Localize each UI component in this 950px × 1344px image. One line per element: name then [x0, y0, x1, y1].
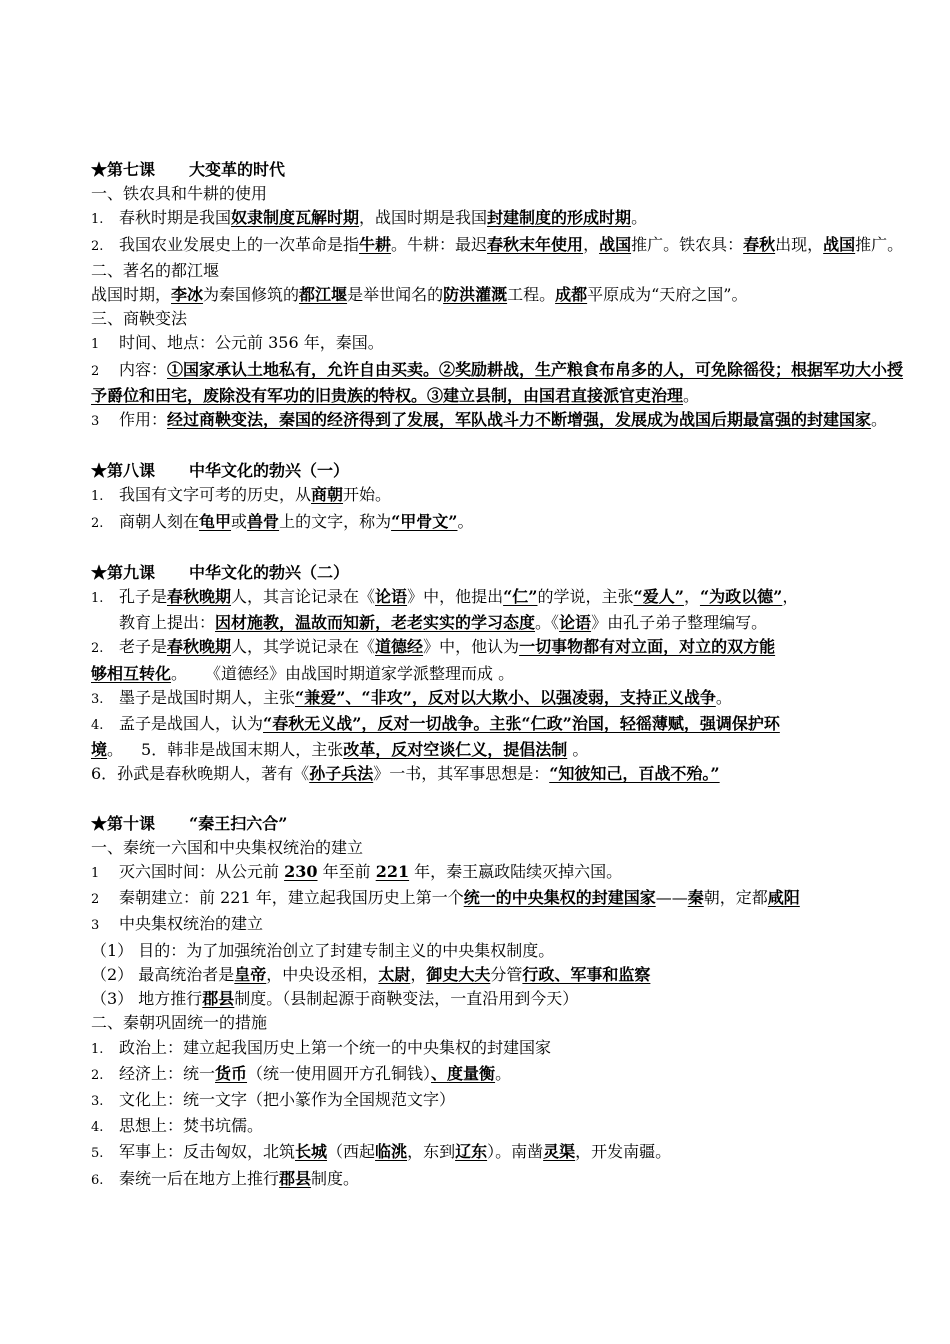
lesson7-line1: 1. 春秋时期是我国奴隶制度瓦解时期，战国时期是我国封建制度的形成时期。 [91, 208, 648, 228]
lesson10-measure5: 5. 军事上：反击匈奴，北筑长城（西起临洮，东到辽东）。南凿灵渠，开发南疆。 [91, 1142, 672, 1162]
lesson7-line5: 2 内容：①国家承认土地私有，允许自由买卖。②奖励耕战，生产粮食布帛多的人，可免除徭役；根据军功大小授予爵位和田宅，废除没有军功的旧贵族的特权。③建立县制，由国君直接派官吏治理。 [91, 359, 904, 405]
lesson10-point3: （3） 地方推行郡县制度。（县制起源于商鞅变法，一直沿用到今天） [91, 989, 579, 1009]
lesson9-line3: 3. 墨子是战国时期人，主张“兼爱”、“非攻”，反对以大欺小、以强凌弱，支持正义战争。 [91, 687, 732, 707]
lesson7-line2: 2. 我国农业发展史上的一次革命是指牛耕。牛耕：最迟春秋末年使用，战国推广。铁农具：春秋出现，战国推广。 [91, 234, 904, 254]
lesson10-measure1: 1. 政治上：建立起我国历史上第一个统一的中央集权的封建国家 [91, 1037, 552, 1057]
lesson9-title: ★第九课 中华文化的勃兴（二） [91, 562, 350, 582]
lesson10-measure2: 2. 经济上：统一货币（统一使用圆开方孔铜钱）、度量衡。 [91, 1063, 512, 1083]
lesson10-measure6: 6. 秦统一后在地方上推行郡县制度。 [91, 1168, 360, 1188]
lesson9-line1-cont: 教育上提出：因材施教，温故而知新，老老实实的学习态度。《论语》由孔子弟子整理编写。 [119, 613, 768, 633]
lesson10-line3: 3 中央集权统治的建立 [91, 914, 264, 934]
lesson7-title: ★第七课 大变革的时代 [91, 160, 286, 179]
lesson7-section1-heading: 一、铁农具和牛耕的使用 [91, 184, 268, 204]
lesson9-line2-cont: 够相互转化。 《道德经》由战国时期道家学派整理而成 。 [91, 663, 515, 683]
lesson8-title: ★第八课 中华文化的勃兴（一） [91, 461, 350, 481]
lesson10-measure4: 4. 思想上：焚书坑儒。 [91, 1116, 264, 1136]
lesson7-section2-heading: 二、著名的都江堰 [91, 260, 220, 280]
lesson9-line1: 1. 孔子是春秋晚期人，其言论记录在《论语》中，他提出“仁”的学说，主张“爱人”，“为政以德”， [91, 587, 799, 607]
document-page [91, 158, 913, 1193]
lesson9-line5: 6．孙武是春秋晚期人，著有《孙子兵法》一书，其军事思想是：“知彼知己，百战不殆。” [91, 764, 720, 784]
lesson7-line3: 战国时期，李冰为秦国修筑的都江堰是举世闻名的防洪灌溉工程。成都平原成为“天府之国”。 [91, 285, 748, 305]
lesson8-line2: 2. 商朝人刻在龟甲或兽骨上的文字，称为“甲骨文”。 [91, 511, 474, 531]
lesson7-line6: 3 作用：经过商鞅变法，秦国的经济得到了发展，军队战斗力不断增强，发展成为战国后期最富强的封建国家。 [91, 410, 888, 430]
lesson9-line2: 2. 老子是春秋晚期人，其学说记录在《道德经》中，他认为一切事物都有对立面，对立的双方能 [91, 637, 776, 657]
lesson10-line1: 1 灭六国时间：从公元前 230 年至前 221 年，秦王嬴政陆续灭掉六国。 [91, 862, 623, 882]
lesson10-point1: （1） 目的：为了加强统治创立了封建专制主义的中央集权制度。 [91, 940, 555, 960]
lesson10-title: ★第十课 “秦王扫六合” [91, 813, 288, 833]
lesson10-line2: 2 秦朝建立：前 221 年，建立起我国历史上第一个统一的中央集权的封建国家——秦朝，定都咸阳 [91, 888, 800, 908]
lesson10-measure3: 3. 文化上：统一文字（把小篆作为全国规范文字） [91, 1089, 456, 1109]
lesson8-line1: 1. 我国有文字可考的历史，从商朝开始。 [91, 485, 392, 505]
lesson7-section3-heading: 三、商鞅变法 [91, 309, 188, 329]
lesson10-section2-heading: 二、秦朝巩固统一的措施 [91, 1013, 268, 1033]
lesson9-line4-cont: 境。 5．韩非是战国末期人，主张改革，反对空谈仁义，提倡法制 。 [91, 740, 589, 760]
lesson9-line4: 4. 孟子是战国人，认为“春秋无义战”，反对一切战争。主张“仁政”治国，轻徭薄赋，强调保护环 [91, 714, 780, 734]
lesson7-line4: 1 时间、地点：公元前 356 年，秦国。 [91, 333, 384, 353]
lesson10-point2: （2） 最高统治者是皇帝，中央设丞相，太尉，御史大夫分管行政、军事和监察 [91, 964, 651, 984]
lesson10-section1-heading: 一、秦统一六国和中央集权统治的建立 [91, 837, 364, 857]
